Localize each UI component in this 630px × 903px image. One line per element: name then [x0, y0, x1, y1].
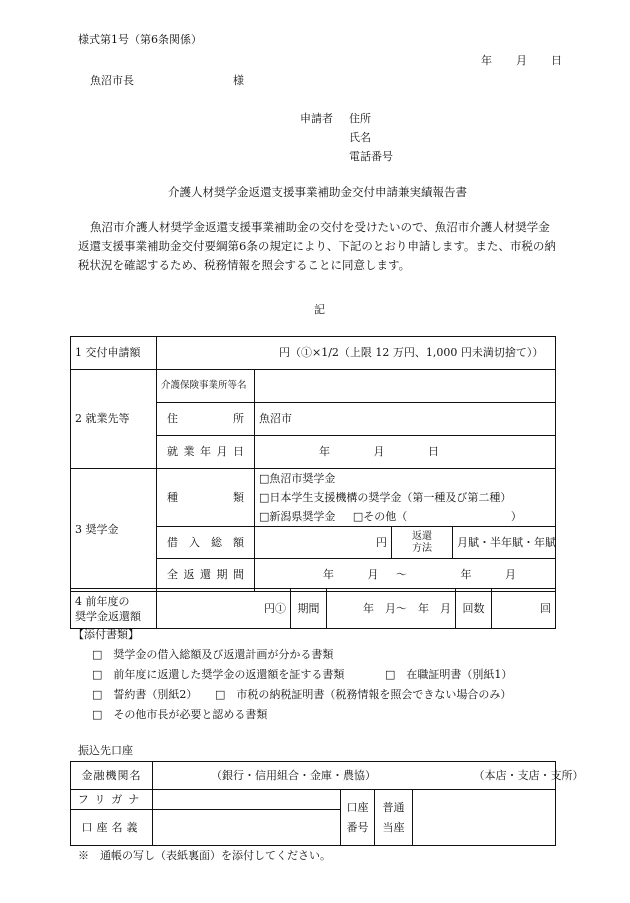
r3-period-char-3: 還	[200, 568, 211, 582]
account-number-label-2: 番号	[346, 820, 369, 834]
r3-period-char-1: 全	[167, 568, 178, 582]
attachments-heading: 【添付書類】	[73, 628, 139, 641]
r2-office-value[interactable]	[255, 370, 556, 403]
r4-count-value[interactable]: 回	[492, 589, 556, 629]
furigana-value[interactable]	[153, 790, 341, 810]
r2-date-char-5: 日	[233, 445, 244, 459]
r2-date-day: 日	[428, 445, 439, 459]
r3-type-label	[157, 469, 255, 527]
furigana-label: フリガナ	[71, 790, 153, 810]
r2-date-char-2: 業	[183, 445, 195, 459]
r3-period-year-1: 年	[323, 568, 334, 582]
r2-date-char-1: 就	[167, 445, 178, 459]
body-paragraph: 魚沼市介護人材奨学金返還支援事業補助金の交付を受けたいので、魚沼市介護人材奨学金返還支援事業補助金交付要綱第6条の規定により、下記のとおり申請します。また、市税の納税状況を確認するため、税務情報を照会することに同意します。	[78, 220, 556, 272]
r2-date-year: 年	[319, 445, 330, 459]
r3-type-option-other[interactable]: □その他（	[352, 510, 408, 523]
r3-type-option-uonuma[interactable]: □魚沼市奨学金	[259, 472, 336, 485]
account-number-value[interactable]	[413, 790, 556, 846]
applicant-phone-label: 電話番号	[349, 150, 393, 163]
r3-method-label-1: 返還	[412, 530, 432, 542]
r3-period-tilde: ～	[396, 568, 407, 582]
account-number-label-1: 口座	[346, 800, 369, 814]
r4-period-label: 期間	[291, 589, 327, 629]
date-year-label: 年	[481, 54, 492, 67]
account-number-label	[341, 790, 375, 846]
attachment-item-pledge[interactable]: □ 誓約書（別紙2）	[92, 688, 198, 701]
r3-type-char-2: 類	[233, 490, 244, 504]
form-number: 様式第1号（第6条関係）	[78, 33, 202, 46]
attachment-item-other[interactable]: □ その他市長が必要と認める書類	[92, 708, 268, 721]
r3-period-label	[157, 559, 255, 592]
r3-type-char-1: 種	[167, 490, 178, 504]
document-title: 介護人材奨学金返還支援事業補助金交付申請兼実績報告書	[168, 185, 467, 199]
r3-period-char-2: 返	[183, 568, 195, 582]
r3-loan-char-3: 総	[211, 535, 222, 549]
previous-year-table	[70, 588, 556, 629]
r2-date-char-4: 月	[216, 445, 228, 459]
r3-loan-char-1: 借	[167, 535, 178, 549]
r2-label: 2 就業先等	[71, 370, 157, 469]
r2-date-month: 月	[373, 445, 385, 459]
r3-method-label	[392, 527, 453, 559]
r3-period-month-1: 月	[367, 568, 379, 582]
applicant-label: 申請者	[300, 112, 333, 125]
r3-period-value[interactable]	[255, 559, 556, 592]
r2-address-char-2: 所	[233, 412, 244, 426]
r4-period-value[interactable]: 年 月～ 年 月	[327, 589, 456, 629]
attachment-item-2[interactable]: □ 前年度に返還した奨学金の返還額を証する書類	[92, 668, 345, 681]
r1-value	[157, 337, 556, 370]
r2-address-label	[157, 403, 255, 436]
r3-period-month-2: 月	[505, 568, 516, 582]
account-type-ordinary[interactable]: 普通	[382, 800, 405, 814]
r3-method-label-2: 方法	[412, 542, 432, 554]
r3-type-option-jasso[interactable]: □日本学生支援機構の奨学金（第一種及び第二種）	[259, 491, 512, 504]
addressee: 魚沼市長	[90, 74, 134, 87]
bank-institution-types: （銀行・信用組合・金庫・農協）	[211, 768, 376, 782]
bank-institution-value[interactable]	[153, 762, 584, 790]
account-name-value[interactable]	[153, 810, 341, 846]
r1-value-text: 円（①×1/2（上限 12 万円、1,000 円未満切捨て））	[279, 346, 544, 360]
r3-label: 3 奨学金	[71, 469, 157, 592]
r3-loan-label	[157, 527, 255, 559]
r3-type-options	[255, 469, 556, 527]
date-month-label: 月	[516, 54, 527, 67]
account-type-current[interactable]: 当座	[382, 820, 405, 834]
attachment-item-tax[interactable]: □ 市税の納税証明書（税務情報を照会できない場合のみ）	[215, 688, 512, 701]
application-table	[70, 336, 556, 592]
r3-type-option-other-close: ）	[510, 510, 522, 523]
r4-label-1: 4 前年度の	[75, 594, 130, 608]
r3-loan-value[interactable]: 円	[255, 527, 392, 559]
r4-label-2: 奨学金返還額	[75, 609, 141, 623]
r2-date-label	[157, 436, 255, 469]
r3-type-option-niigata[interactable]: □新潟県奨学金	[259, 510, 336, 523]
r3-method-value[interactable]: 月賦・半年賦・年賦	[453, 527, 556, 559]
account-name-label: 口座名義	[71, 810, 153, 846]
r3-period-year-2: 年	[460, 568, 472, 582]
bank-heading: 振込先口座	[78, 744, 133, 757]
bank-branch-types: （本店・支店・支所）	[473, 768, 584, 782]
r2-date-char-3: 年	[200, 445, 211, 459]
r2-date-value[interactable]	[255, 436, 556, 469]
bank-table	[70, 761, 584, 846]
applicant-name-label: 氏名	[349, 131, 371, 144]
r4-amount[interactable]: 円①	[157, 589, 291, 629]
r1-label: 1 交付申請額	[71, 337, 157, 370]
r2-address-value[interactable]: 魚沼市	[255, 403, 556, 436]
r3-loan-char-4: 額	[233, 535, 244, 549]
r3-period-char-5: 間	[233, 568, 244, 582]
r4-label	[71, 589, 157, 629]
ki-label: 記	[314, 303, 325, 316]
bank-institution-label: 金融機関名	[71, 762, 153, 790]
honorific: 様	[233, 74, 244, 87]
r2-office-label: 介護保険事業所等名	[157, 370, 255, 403]
r3-loan-char-2: 入	[189, 535, 200, 549]
r3-period-char-4: 期	[216, 568, 228, 582]
date-day-label: 日	[551, 54, 562, 67]
passbook-note: ※ 通帳の写し（表紙裏面）を添付してください。	[78, 849, 331, 862]
attachment-item-employment[interactable]: □ 在職証明書（別紙1）	[385, 668, 513, 681]
attachment-item-1[interactable]: □ 奨学金の借入総額及び返還計画が分かる書類	[92, 648, 334, 661]
account-type[interactable]	[375, 790, 413, 846]
r4-count-label: 回数	[456, 589, 492, 629]
r2-address-char-1: 住	[167, 412, 178, 426]
applicant-address-label: 住所	[349, 112, 371, 125]
